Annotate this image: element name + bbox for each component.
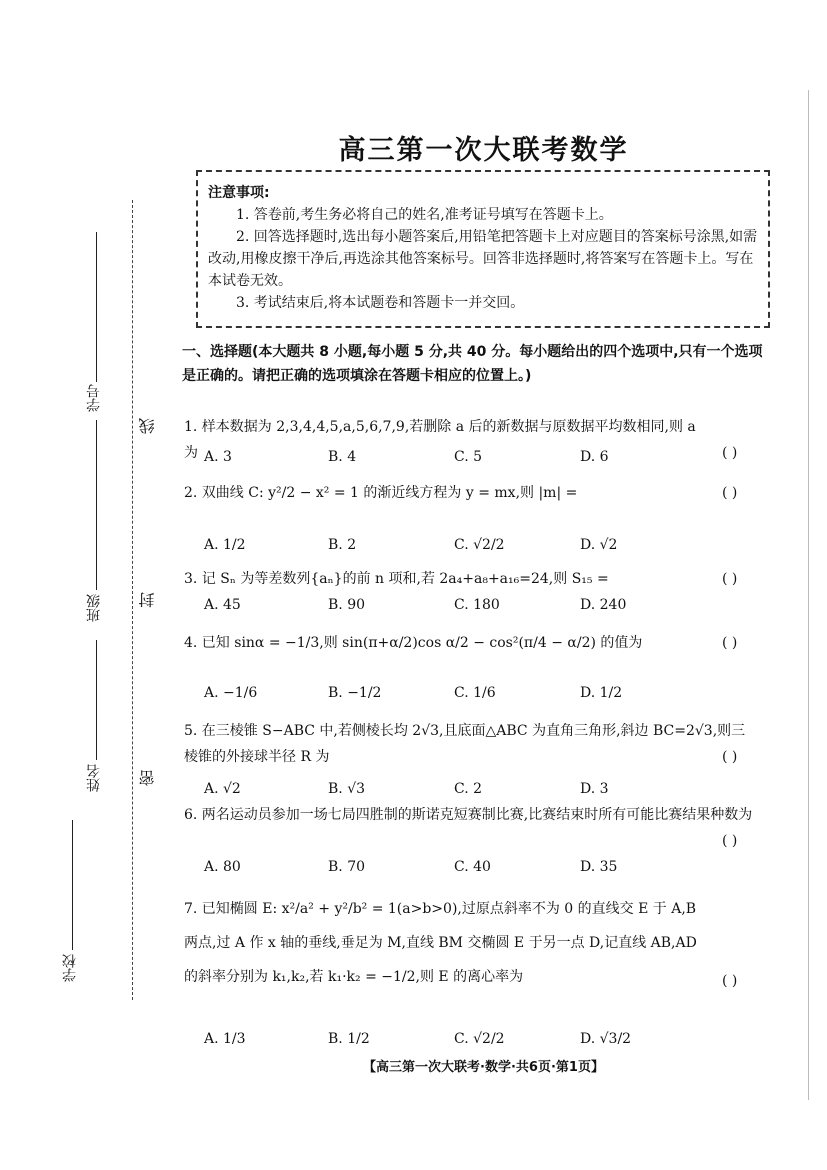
option-b: B. 70 xyxy=(328,859,366,875)
option-d: D. 3 xyxy=(580,781,609,797)
option-d: D. 6 xyxy=(580,449,609,465)
name-underline xyxy=(96,640,97,760)
notice-heading: 注意事项: xyxy=(208,185,270,201)
question-stem: 1. 样本数据为 2,3,4,4,5,a,5,6,7,9,若删除 a 后的新数据与原数据平均数相同,则 a 为 xyxy=(184,419,696,461)
option-b: B. √3 xyxy=(328,781,366,797)
question-stem: 2. 双曲线 C: y²/2 − x² = 1 的渐近线方程为 y = mx,则 |m| = xyxy=(184,485,578,501)
seal-char-secret: 密 xyxy=(138,770,157,786)
answer-paren: ( ) xyxy=(722,833,738,849)
class-underline xyxy=(96,420,97,590)
option-a: A. 45 xyxy=(204,597,241,613)
option-d: D. 35 xyxy=(580,859,618,875)
answer-paren: ( ) xyxy=(722,571,738,587)
option-c: C. √2/2 xyxy=(454,537,505,553)
section-heading: 一、选择题(本大题共 8 小题,每小题 5 分,共 40 分。每小题给出的四个选项中,只有一个选项是正确的。请把正确的选项填涂在答题卡相应的位置上。) xyxy=(182,344,763,384)
question-stem: 4. 已知 sinα = −1/3,则 sin(π+α/2)cos α/2 − cos²(π/4 − α/2) 的值为 xyxy=(184,635,643,651)
option-d: D. √3/2 xyxy=(580,1031,632,1047)
option-a: A. 1/2 xyxy=(204,537,246,553)
notice-item: 1. 答卷前,考生务必将自己的姓名,准考证号填写在答题卡上。 xyxy=(236,207,613,223)
page-footer: 【高三第一次大联考·数学·共6页·第1页】 xyxy=(363,1060,604,1075)
id-underline xyxy=(96,232,97,382)
question-stem: 7. 已知椭圆 E: x²/a² + y²/b² = 1(a>b>0),过原点斜率不为 0 的直线交 E 于 A,B 两点,过 A 作 x 轴的垂线,垂足为 M,直线 BM 交椭圆 E 于另一点 D,记直线 AB,AD 的斜率分别为 k₁,k₂,若 k₁·k₂ = −1/2,则 E 的离心率为 xyxy=(184,901,697,985)
answer-paren: ( ) xyxy=(722,749,738,765)
option-c: C. 180 xyxy=(454,597,500,613)
answer-paren: ( ) xyxy=(722,635,738,651)
notice-item: 3. 考试结束后,将本试题卷和答题卡一并交回。 xyxy=(236,295,525,311)
option-d: D. 240 xyxy=(580,597,627,613)
question-1 xyxy=(184,414,774,466)
label-school: 学校 xyxy=(62,954,78,982)
answer-paren: ( ) xyxy=(722,445,738,461)
question-3 xyxy=(184,566,774,613)
option-a: A. 80 xyxy=(204,859,241,875)
label-class: 班级 xyxy=(86,594,102,622)
answer-paren: ( ) xyxy=(722,973,738,989)
question-stem: 3. 记 Sₙ 为等差数列{aₙ}的前 n 项和,若 2a₄+a₈+a₁₆=24,则 S₁₅ = xyxy=(184,571,609,587)
seal-char-seal: 封 xyxy=(138,592,157,608)
option-c: C. 40 xyxy=(454,859,491,875)
option-a: A. −1/6 xyxy=(204,685,258,701)
question-5 xyxy=(184,718,774,797)
page-title: 高三第一次大联考数学 xyxy=(338,135,629,166)
label-name: 姓名 xyxy=(86,764,102,792)
question-7 xyxy=(184,892,774,1047)
question-2 xyxy=(184,480,774,553)
notice-box xyxy=(196,170,770,328)
option-c: C. 5 xyxy=(454,449,483,465)
seal-char-line: 线 xyxy=(138,418,157,434)
question-stem: 5. 在三棱锥 S−ABC 中,若侧棱长均 2√3,且底面△ABC 为直角三角形,斜边 BC=2√3,则三棱锥的外接球半径 R 为 xyxy=(184,723,746,765)
option-b: B. −1/2 xyxy=(328,685,382,701)
option-d: D. 1/2 xyxy=(580,685,623,701)
question-6 xyxy=(184,802,774,875)
label-student-id: 学号 xyxy=(86,384,102,412)
question-stem: 6. 两名运动员参加一场七局四胜制的斯诺克短赛制比赛,比赛结束时所有可能比赛结果种数为 xyxy=(184,807,753,823)
option-a: A. 1/3 xyxy=(204,1031,246,1047)
school-underline xyxy=(72,820,73,950)
notice-item: 2. 回答选择题时,选出每小题答案后,用铅笔把答题卡上对应题目的答案标号涂黑,如需改动,用橡皮擦干净后,再选涂其他答案标号。回答非选择题时,将答案写在答题卡上。写在本试卷无效。 xyxy=(208,229,758,289)
option-a: A. 3 xyxy=(204,449,232,465)
option-c: C. 1/6 xyxy=(454,685,496,701)
option-a: A. √2 xyxy=(204,781,241,797)
option-b: B. 2 xyxy=(328,537,357,553)
option-b: B. 90 xyxy=(328,597,366,613)
binding-dashed-line xyxy=(132,200,133,1000)
question-4 xyxy=(184,630,774,701)
option-b: B. 4 xyxy=(328,449,357,465)
page-edge xyxy=(808,90,809,1100)
option-d: D. √2 xyxy=(580,537,618,553)
option-b: B. 1/2 xyxy=(328,1031,370,1047)
answer-paren: ( ) xyxy=(722,485,738,501)
option-c: C. √2/2 xyxy=(454,1031,505,1047)
option-c: C. 2 xyxy=(454,781,483,797)
